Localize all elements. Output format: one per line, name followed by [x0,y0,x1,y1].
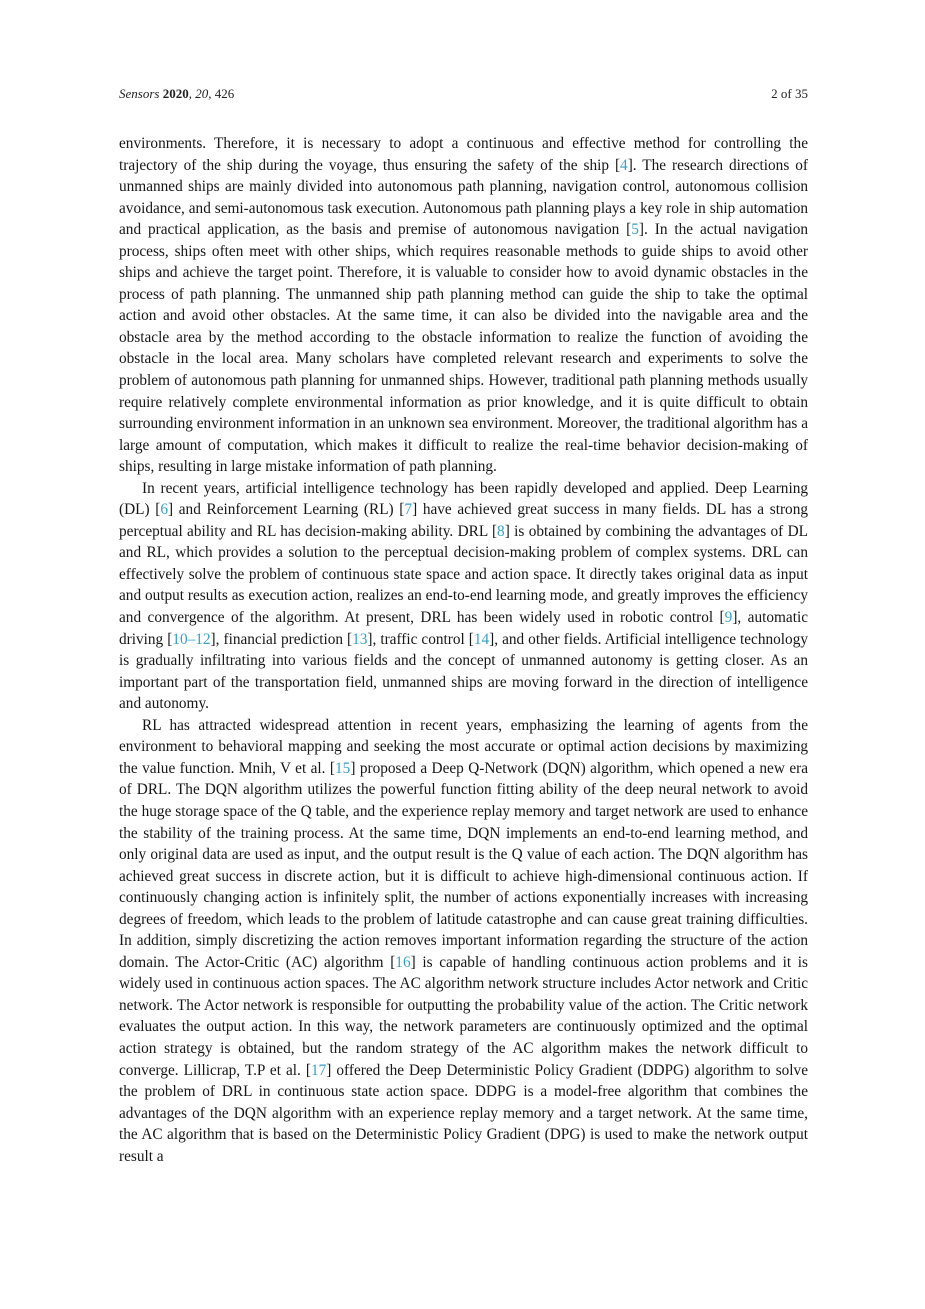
text-run: , [188,86,196,101]
citation-link[interactable]: 14 [473,630,490,648]
text-run: ] offered the Deep Deterministic Policy Gradient (DDPG) algorithm to solve the problem of DRL in continuous state action space. DDPG is a model-free algorithm that combines the advantages of the DQN algorithm with an experience replay memory and a target network. At the same time, the AC algorithm that is based on the Deterministic Policy Gradient (DPG) is used to make the network output result a [119,1061,808,1165]
citation-link[interactable]: 16 [395,953,411,971]
running-header [119,86,808,102]
italic-text-run: Sensors [119,86,160,101]
italic-text-run: 20 [195,86,209,101]
text-run: ] is capable of handling continuous action problems and it is widely used in continuous action spaces. The AC algorithm network structure includes Actor network and Critic network. The Actor network is responsible for outputting the probability value of the action. The Critic network evaluates the output action. In this way, the network parameters are continuously optimized and the optimal action strategy is obtained, but the random strategy of the AC algorithm makes the network difficult to converge. Lillicrap, T.P et al. [ [119,953,809,1079]
text-run: ] is obtained by combining the advantages of DL and RL, which provides a solution to the perceptual decision-making problem of complex systems. DRL can effectively solve the problem of continuous state space and action space. It directly takes original data as input and output results as execution action, realizes an end-to-end learning mode, and greatly improves the efficiency and convergence of the algorithm. At present, DRL has been widely used in robotic control [ [119,522,808,627]
text-run: environments. Therefore, it is necessary to adopt a continuous and effective method for controlling the trajectory of the ship during the voyage, thus ensuring the safety of the ship [ [119,135,808,174]
text-run: ]. In the actual navigation process, ships often meet with other ships, which requires reasonable methods to guide ships to avoid other ships and achieve the target point. Therefore, it is valuable to consider how to avoid dynamic obstacles in the process of path planning. The unmanned ship path planning method can guide the ship to take the optimal action and avoid other obstacles. At the same time, it can also be divided into the navigable area and the obstacle area by the method according to the obstacle information to realize the function of avoiding the obstacle in the local area. Many scholars have completed relevant research and experiments to solve the problem of autonomous path planning for unmanned ships. However, traditional path planning methods usually require relatively complete environmental information as prior knowledge, and it is quite difficult to obtain surrounding environment information in an unknown sea environment. Moreover, the traditional algorithm has a large amount of computation, which makes it difficult to realize the real-time behavior decision-making of ships, resulting in large mistake information of path planning. [119,221,809,476]
citation-link[interactable]: 13 [352,630,368,648]
paragraph [119,133,808,478]
text-run: ] have achieved great success in many fields. DL has a strong perceptual ability and RL has decision-making ability. DRL [ [119,501,808,540]
citation-link[interactable]: 17 [310,1061,327,1079]
paragraph [119,715,808,1167]
citation-link[interactable]: 4 [620,156,628,174]
text-run: ], traffic control [ [367,630,474,648]
citation-link[interactable]: 7 [404,501,413,519]
bold-text-run: 2020 [162,86,189,101]
citation-link[interactable]: 5 [631,221,639,239]
text-run: ], automatic driving [ [119,609,808,648]
text-run: , 426 [208,86,235,101]
article-body [119,133,808,1167]
citation-link[interactable]: 15 [335,759,351,777]
citation-link[interactable]: 10–12 [172,630,211,648]
text-run: ], financial prediction [ [210,630,353,648]
paragraph [119,478,808,715]
text-run: ] and Reinforcement Learning (RL) [ [168,501,405,519]
citation-link[interactable]: 9 [724,609,733,627]
text-run: ] proposed a Deep Q-Network (DQN) algorithm, which opened a new era of DRL. The DQN algorithm utilizes the powerful function fitting ability of the deep neural network to avoid the huge storage space of the Q table, and the experience replay memory and target network are used to enhance the stability of the training process. At the same time, DQN implements an end-to-end learning method, and only original data are used as input, and the output result is the Q value of each action. The DQN algorithm has achieved great success in discrete action, but it is difficult to achieve high-dimensional continuous action. If continuously changing action is infinitely split, the number of actions exponentially increases with increasing degrees of freedom, which leads to the problem of latitude catastrophe and can cause great training difficulties. In addition, simply discretizing the action removes important information regarding the structure of the action domain. The Actor-Critic (AC) algorithm [ [119,759,808,971]
page-number: 2 of 35 [771,86,808,101]
citation-link[interactable]: 6 [160,501,168,519]
text-run: RL has attracted widespread attention in recent years, emphasizing the learning of agents from the environment to behavioral mapping and seeking the most accurate or optimal action decisions by maximizing the value function. Mnih, V et al. [ [119,716,808,777]
text-run: ]. The research directions of unmanned ships are mainly divided into autonomous path planning, navigation control, autonomous collision avoidance, and semi-autonomous task execution. Autonomous path planning plays a key role in ship automation and practical application, as the basis and premise of autonomous navigation [ [119,156,808,239]
text-run: In recent years, artificial intelligence technology has been rapidly developed and applied. Deep Learning (DL) [ [119,479,808,519]
citation-link[interactable]: 8 [497,522,505,540]
text-run: ], and other fields. Artificial intelligence technology is gradually infiltrating into various fields and the concept of unmanned autonomy is getting closer. As an important part of the transportation field, unmanned ships are moving forward in the direction of intelligence and autonomy. [119,630,808,713]
running-head-journal-info [119,86,234,102]
